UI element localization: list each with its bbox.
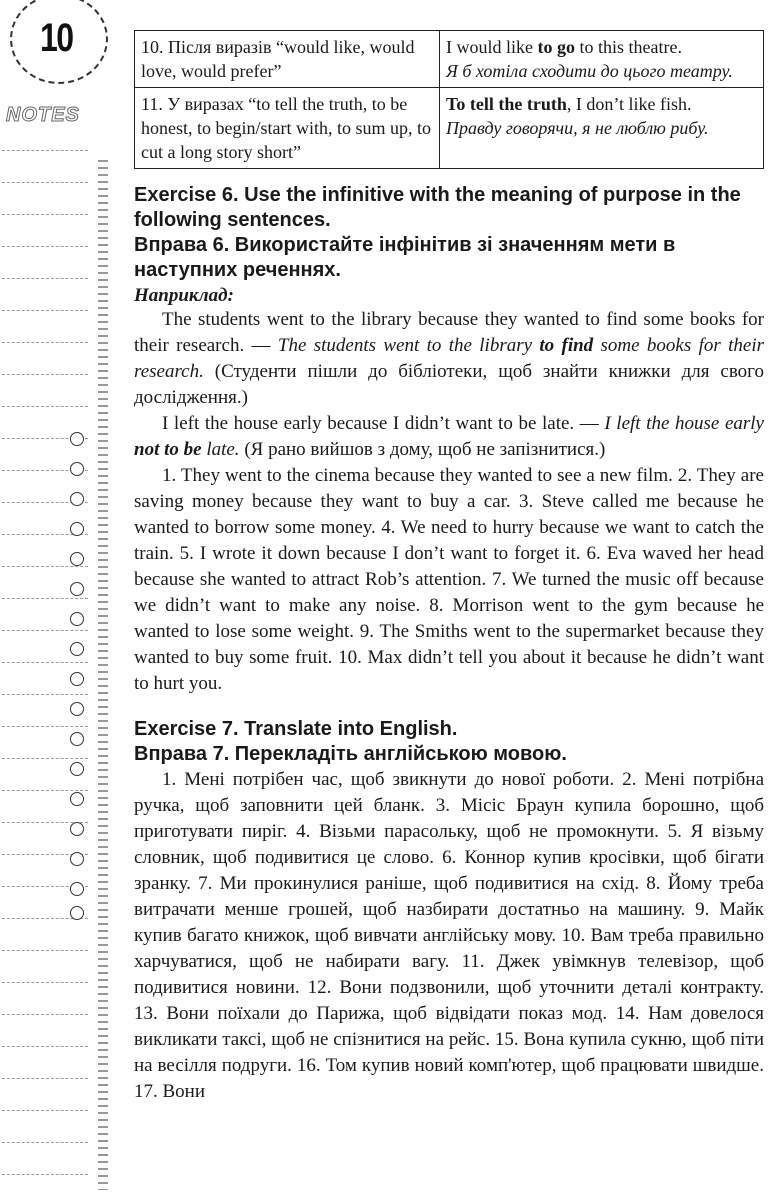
binder-hole-icon bbox=[70, 732, 84, 746]
example-translation: Правду говорячи, я не люблю рибу. bbox=[446, 118, 709, 138]
binder-hole-icon bbox=[70, 852, 84, 866]
binder-hole-icon bbox=[70, 792, 84, 806]
page-number: 10 bbox=[40, 16, 73, 60]
binder-hole-icon bbox=[70, 702, 84, 716]
margin-tick-marks bbox=[98, 160, 108, 1190]
binder-hole-icon bbox=[70, 432, 84, 446]
exercise-7-sentences: 1. Мені потрібен час, щоб звикнути до нової роботи. 2. Мені потрібна ручка, щоб заповнити цей бланк. 3. Місіс Браун купила борошно, щоб приготувати пиріг. 4. Візьми парасольку, щоб не промокнути. 5. Я візьму словник, щоб подивитися це слово. 6. Коннор купив кросівки, щоб бігати зранку. 7. Ми прокинулися раніше, щоб подивитися на схід. 8. Йому треба витрачати менше грошей, щоб назбирати достатньо на машину. 9. Майк купив багато книжок, щоб вивчати англійську мову. 10. Вам треба правильно харчуватися, щоб не набирати вагу. 11. Джек увімкнув телевізор, щоб подивитися новини. 12. Вони подзвонили, щоб уточнити деталі контракту. 13. Вони поїхали до Парижа, щоб відвідати показ мод. 14. Нам довелося викликати таксі, щоб не спізнитися на рейс. 15. Вона купила сукню, щоб піти на весілля подруги. 16. Том купив новий комп'ютер, щоб працювати швидше. 17. Вони bbox=[134, 769, 764, 1102]
exercise-6-sentences: 1. They went to the cinema because they wanted to see a new film. 2. They are saving money because they want to buy a car. 3. Steve called me because he wanted to borrow some money. 4. We need to hurry because we want to catch the train. 5. I wrote it down because I don’t want to forget it. 6. Eva waved her head because she wanted to attract Rob’s attention. 7. We turned the music off because we didn’t want to make any noise. 8. Morrison went to the gym because he wanted to lose some weight. 9. The Smiths went to the supermarket because they wanted to buy some fruit. 10. Max didn’t tell you about it because he didn’t want to hurt you. bbox=[134, 465, 764, 694]
exercise-7 bbox=[134, 717, 764, 1105]
rule-cell: 11. У виразах “to tell the truth, to be honest, to begin/start with, to sum up, to cut a long story short” bbox=[135, 88, 440, 169]
example-2: I left the house early because I didn’t want to be late. — I left the house early not to be late. (Я рано вийшов з дому, щоб не запізнитися.) bbox=[134, 413, 764, 460]
exercise-6 bbox=[134, 183, 764, 697]
notes-margin bbox=[0, 0, 122, 1200]
grammar-rules-table bbox=[134, 30, 764, 169]
exercise-6-title-en: Exercise 6. Use the infinitive with the meaning of purpose in the following sentences. bbox=[134, 184, 741, 231]
binder-hole-icon bbox=[70, 522, 84, 536]
binder-hole-icon bbox=[70, 612, 84, 626]
exercise-7-title-en: Exercise 7. Translate into English. bbox=[134, 718, 458, 740]
binder-hole-icon bbox=[70, 672, 84, 686]
binder-hole-icon bbox=[70, 492, 84, 506]
example-cell: To tell the truth, I don’t like fish. Правду говорячи, я не люблю рибу. bbox=[440, 88, 764, 169]
example-label: Наприклад: bbox=[134, 285, 234, 306]
exercise-7-title-uk: Вправа 7. Перекладіть англійською мовою. bbox=[134, 743, 567, 765]
binder-hole-icon bbox=[70, 462, 84, 476]
binder-hole-icon bbox=[70, 906, 84, 920]
example-cell: I would like to go to this theatre. Я б хотіла сходити до цього театру. bbox=[440, 31, 764, 88]
binder-hole-icon bbox=[70, 582, 84, 596]
binder-hole-icon bbox=[70, 882, 84, 896]
binder-hole-icon bbox=[70, 762, 84, 776]
table-row bbox=[135, 88, 764, 169]
exercise-6-title-uk: Вправа 6. Використайте інфінітив зі значенням мети в наступних реченнях. bbox=[134, 234, 676, 281]
binder-hole-icon bbox=[70, 822, 84, 836]
binder-hole-icon bbox=[70, 642, 84, 656]
table-row bbox=[135, 31, 764, 88]
page-content bbox=[134, 30, 764, 1105]
example-1: The students went to the library because they wanted to find some books for their research. — The students went to the library to find some books for their research. (Студенти пішли до бібліотеки, щоб знайти книжки для свого дослідження.) bbox=[134, 309, 764, 408]
rule-cell: 10. Після виразів “would like, would love, would prefer” bbox=[135, 31, 440, 88]
notes-label: NOTES bbox=[6, 104, 80, 126]
example-translation: Я б хотіла сходити до цього театру. bbox=[446, 61, 733, 81]
binder-hole-icon bbox=[70, 552, 84, 566]
